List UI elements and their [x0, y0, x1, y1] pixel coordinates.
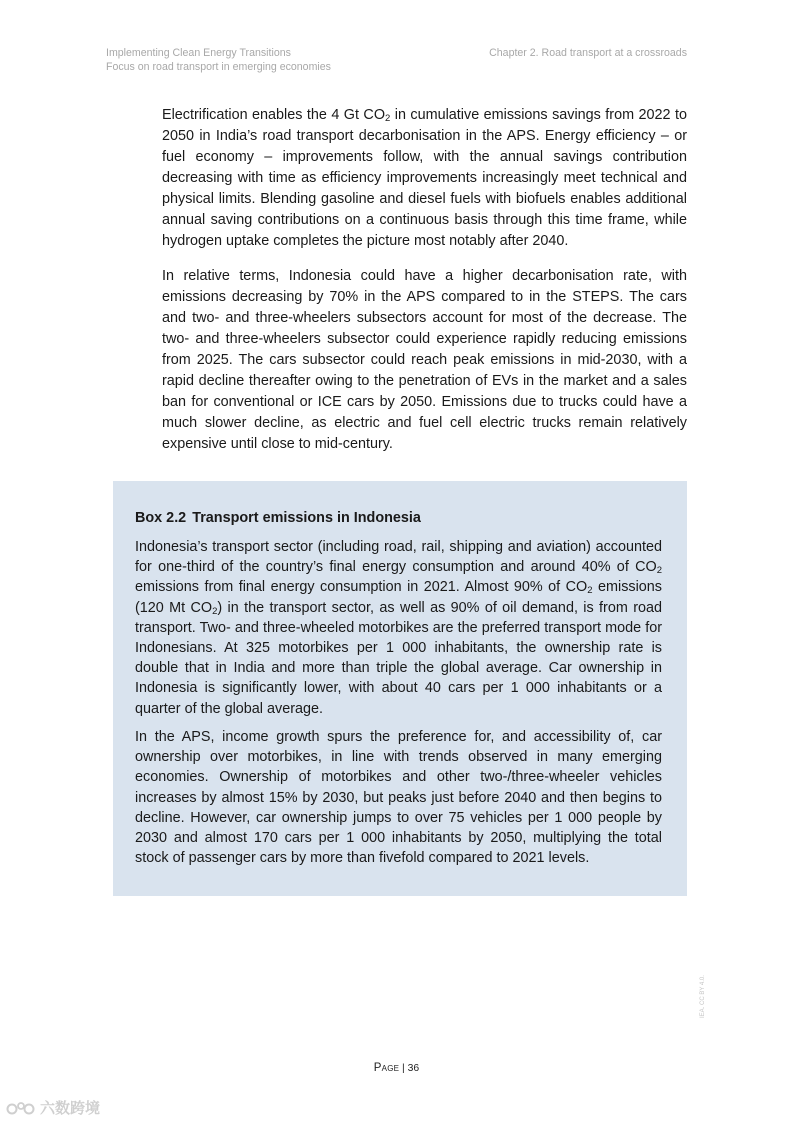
box-paragraph-2: In the APS, income growth spurs the preference for, and accessibility of, car ownership over motorbikes, in line with trends observed in many emerging economies. Ownership of motorbikes and other two-/three-wheeler vehicles increases by almost 15% by 2030, but peaks just before 2040 and then begins to decline. However, car ownership jumps to over 75 vehicles per 1 000 people by 2030 and almost 170 cars per 1 000 inhabitants by 2050, multiplying the total stock of passenger cars by more than fivefold compared to 2021 levels. — [135, 729, 662, 867]
box-title — [135, 509, 421, 527]
body-paragraph-indonesia: In relative terms, Indonesia could have a higher decarbonisation rate, with emissions decreasing by 70% in the APS compared to in the STEPS. The cars and two- and three-wheelers subsectors account for most of the decrease. The two- and three-wheelers subsector could experience rapidly reducing emissions from 2025. The cars subsector could reach peak emissions in mid-2030, with a rapid decline thereafter owing to the penetration of EVs in the market and a sales ban for conventional or ICE cars by 2050. Emissions due to trucks could have a much slower decline, as electric and fuel cell electric trucks remain relatively expensive until close to mid-century. — [162, 268, 687, 452]
box-heading: Transport emissions in Indonesia — [192, 510, 421, 526]
box-paragraph-1: Indonesia’s transport sector (including road, rail, shipping and aviation) accounted for one-third of the country’s final energy consumption and around 40% of $CO_2$ emissions from final energy consumption in 2021. Almost 90% of $CO_2$ emissions (120 Mt $CO_2$) in the transport sector, as well as 90% of oil demand, is from road transport. Two- and three-wheeled motorbikes are the preferred transport mode for Indonesians. At 325 motorbikes per 1 000 inhabitants, the ownership rate is double that in India and more than triple the global average. Car ownership in Indonesia is significantly lower, with about 40 cars per 1 000 inhabitants or a quarter of the global average. — [135, 539, 662, 717]
page-footer — [0, 1062, 793, 1074]
page-label: Page — [373, 1062, 400, 1074]
watermark-logo-icon — [6, 1100, 36, 1116]
report-subtitle: Focus on road transport in emerging economies — [106, 61, 331, 73]
running-header-left — [106, 46, 331, 74]
chapter-header: Chapter 2. Road transport at a crossroads — [489, 47, 687, 59]
watermark — [6, 1097, 100, 1118]
report-title: Implementing Clean Energy Transitions — [106, 47, 291, 59]
watermark-text: 六数跨境 — [40, 1100, 101, 1117]
page-separator: | — [399, 1063, 408, 1074]
box-number: Box 2.2 — [135, 510, 187, 526]
body-paragraph-electrification: Electrification enables the 4 Gt $CO_2$ in cumulative emissions savings from 2022 to 2050 in India’s road transport decarbonisation in the APS. Energy efficiency – or fuel economy – improvements follow, with the annual savings contribution decreasing with time as efficiency improvements increasingly meet technical and physical limits. Blending gasoline and diesel fuels with biofuels enables additional annual saving contributions on a continuous basis through this time frame, while hydrogen uptake completes the picture most notably after 2040. — [162, 107, 687, 249]
license-note: IEA. CC BY 4.0. — [700, 975, 706, 1018]
page-number: 36 — [407, 1063, 420, 1074]
box-transport-emissions-indonesia — [113, 481, 687, 896]
